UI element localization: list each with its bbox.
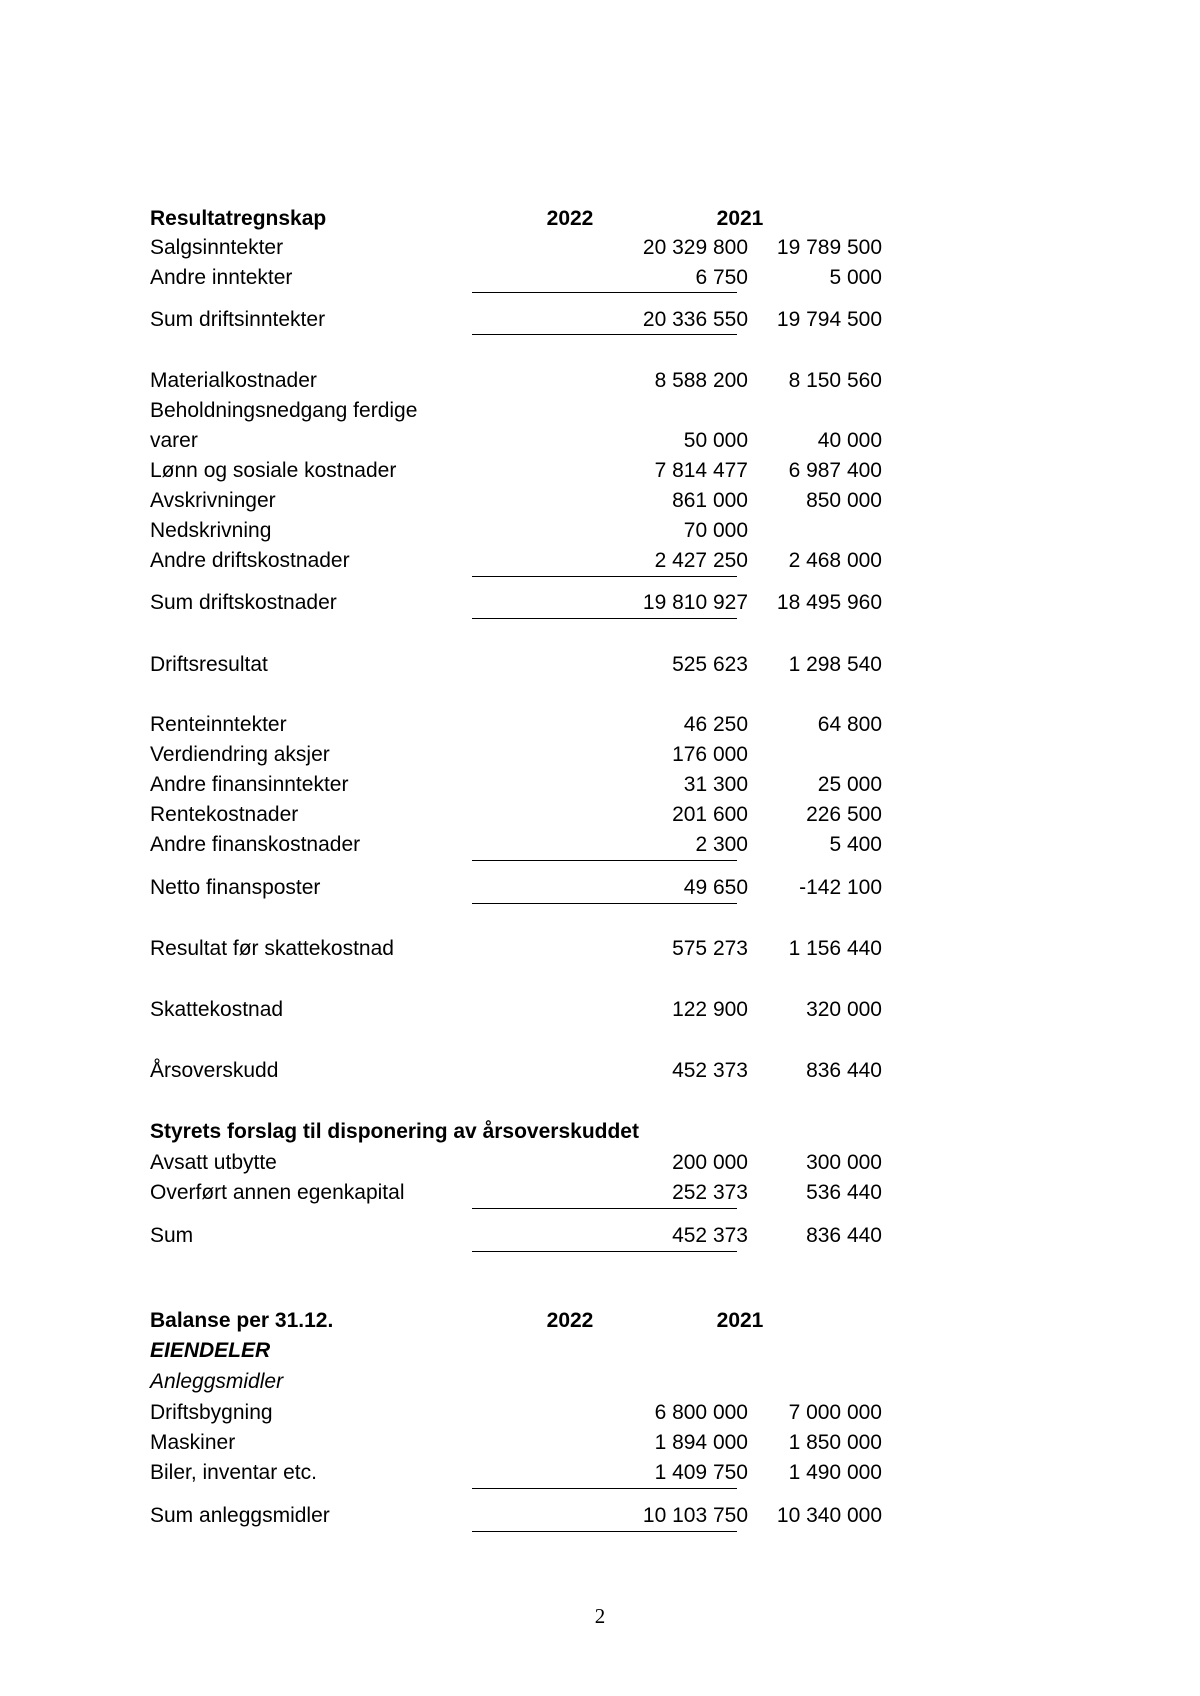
table-row [150,873,882,903]
table-row [150,516,748,546]
row-label: Andre driftskostnader [150,549,350,572]
value-2022: 2 427 250 [654,549,748,572]
value-2022: 46 250 [683,713,748,736]
table-row [150,1398,882,1428]
table-row [150,1428,882,1458]
value-2022: 122 900 [672,998,748,1021]
fixed-assets-heading: Anleggsmidler [150,1370,284,1393]
value-2022: 6 750 [695,266,748,289]
table-row [150,934,882,964]
row-label: Lønn og sosiale kostnader [150,459,397,482]
table-row [150,233,882,263]
value-2022: 452 373 [672,1059,748,1082]
year-2022-header: 2022 [546,207,594,230]
value-2022: 20 329 800 [642,236,748,259]
subsection-heading [150,1367,740,1397]
table-row [150,650,882,680]
year-2021-header: 2021 [716,1309,764,1332]
row-label: Andre inntekter [150,266,293,289]
value-2021: 1 490 000 [788,1461,882,1484]
value-2021: 320 000 [806,998,882,1021]
value-2022: 176 000 [672,743,748,766]
row-label: Andre finansinntekter [150,773,349,796]
table-row [150,1148,882,1178]
year-2022-header: 2022 [546,1309,594,1332]
value-2022: 19 810 927 [642,591,748,614]
value-2022: 452 373 [672,1224,748,1247]
row-label: Resultat før skattekostnad [150,937,394,960]
value-2022: 252 373 [672,1181,748,1204]
row-label: Materialkostnader [150,369,317,392]
underline-rule [472,292,737,293]
value-2021: 64 800 [817,713,882,736]
table-row [150,426,882,456]
value-2021: 5 400 [829,833,882,856]
value-2021: 300 000 [806,1151,882,1174]
value-2022: 2 300 [695,833,748,856]
page-number: 2 [594,1604,606,1628]
year-2021-header: 2021 [716,207,764,230]
disposition-header [150,1117,740,1147]
value-2021: 536 440 [806,1181,882,1204]
row-label: Biler, inventar etc. [150,1461,317,1484]
row-label: Overført annen egenkapital [150,1181,405,1204]
balance-header [150,1306,764,1336]
value-2021: 836 440 [806,1224,882,1247]
value-2022: 861 000 [672,489,748,512]
table-row [150,1178,882,1208]
table-row [150,396,740,426]
underline-rule [472,903,737,904]
table-row [150,710,882,740]
value-2021: 25 000 [817,773,882,796]
value-2022: 575 273 [672,937,748,960]
row-label: Verdiendring aksjer [150,743,330,766]
value-2022: 1 894 000 [654,1431,748,1454]
value-2021: 19 794 500 [776,308,882,331]
table-row [150,486,882,516]
table-row [150,830,882,860]
underline-rule [472,576,737,577]
value-2021: 6 987 400 [788,459,882,482]
underline-rule [472,860,737,861]
row-label: Sum anleggsmidler [150,1504,330,1527]
value-2021: 5 000 [829,266,882,289]
value-2021: 850 000 [806,489,882,512]
underline-rule [472,334,737,335]
underline-rule [472,1488,737,1489]
value-2022: 10 103 750 [642,1504,748,1527]
disposition-title: Styrets forslag til disponering av årsoverskuddet [150,1120,639,1143]
value-2022: 7 814 477 [654,459,748,482]
value-2022: 6 800 000 [654,1401,748,1424]
table-row [150,305,882,335]
row-label: Avskrivninger [150,489,276,512]
value-2022: 70 000 [683,519,748,542]
value-2021: 836 440 [806,1059,882,1082]
underline-rule [472,1251,737,1252]
value-2021: 18 495 960 [776,591,882,614]
table-row [150,800,882,830]
table-row [150,995,882,1025]
value-2022: 50 000 [683,429,748,452]
row-label: Maskiner [150,1431,236,1454]
row-label: Nedskrivning [150,519,272,542]
value-2021: 2 468 000 [788,549,882,572]
income-statement-header [150,204,764,234]
table-row [150,456,882,486]
value-2021: 40 000 [817,429,882,452]
table-row [150,588,882,618]
row-label: varer [150,429,198,452]
row-label: Andre finanskostnader [150,833,361,856]
row-label: Årsoverskudd [150,1059,279,1082]
row-label: Rentekostnader [150,803,299,826]
row-label: Sum [150,1224,194,1247]
value-2022: 1 409 750 [654,1461,748,1484]
value-2021: 7 000 000 [788,1401,882,1424]
row-label: Salgsinntekter [150,236,284,259]
row-label: Driftsbygning [150,1401,273,1424]
table-row [150,546,882,576]
value-2022: 200 000 [672,1151,748,1174]
section-heading [150,1336,740,1366]
table-row [150,1458,882,1488]
value-2021: 1 850 000 [788,1431,882,1454]
table-row [150,366,882,396]
table-row [150,1221,882,1251]
value-2022: 20 336 550 [642,308,748,331]
value-2022: 525 623 [672,653,748,676]
table-row [150,263,882,293]
value-2021: 19 789 500 [776,236,882,259]
table-row [150,770,882,800]
income-statement-title: Resultatregnskap [150,207,327,230]
row-label: Driftsresultat [150,653,268,676]
value-2021: 1 156 440 [788,937,882,960]
row-label: Sum driftskostnader [150,591,337,614]
value-2022: 201 600 [672,803,748,826]
assets-heading: EIENDELER [150,1339,271,1362]
value-2022: 49 650 [683,876,748,899]
table-row [150,740,748,770]
row-label: Skattekostnad [150,998,284,1021]
row-label: Beholdningsnedgang ferdige [150,399,418,422]
value-2021: -142 100 [799,876,882,899]
value-2022: 8 588 200 [654,369,748,392]
underline-rule [472,618,737,619]
table-row [150,1056,882,1086]
row-label: Avsatt utbytte [150,1151,277,1174]
underline-rule [472,1208,737,1209]
value-2021: 8 150 560 [788,369,882,392]
value-2021: 226 500 [806,803,882,826]
underline-rule [472,1531,737,1532]
value-2021: 10 340 000 [776,1504,882,1527]
balance-title: Balanse per 31.12. [150,1309,334,1332]
value-2021: 1 298 540 [788,653,882,676]
value-2022: 31 300 [683,773,748,796]
table-row [150,1501,882,1531]
row-label: Renteinntekter [150,713,287,736]
row-label: Sum driftsinntekter [150,308,326,331]
row-label: Netto finansposter [150,876,321,899]
